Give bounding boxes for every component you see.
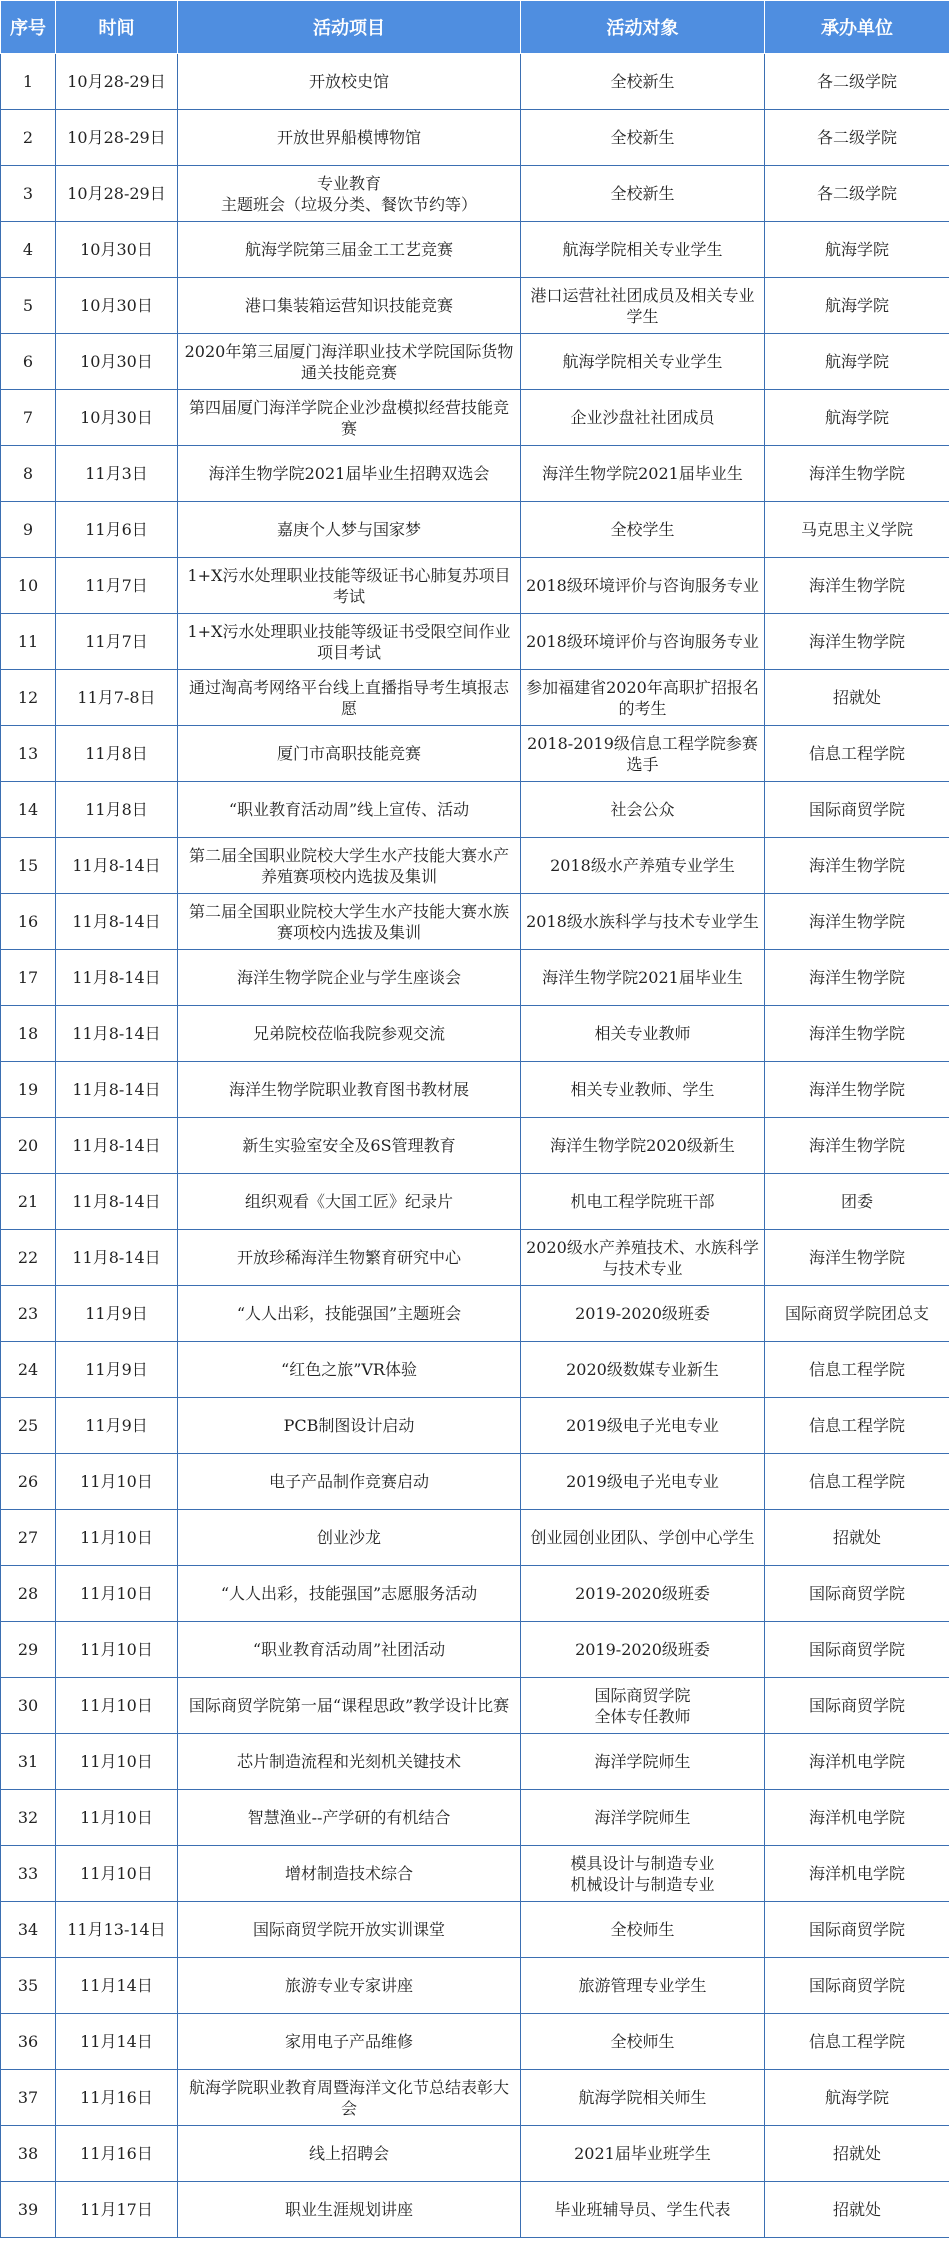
cell-seq: 31: [1, 1734, 56, 1790]
cell-activity: 航海学院第三届金工工艺竞赛: [178, 222, 521, 278]
cell-time: 11月14日: [56, 2014, 178, 2070]
cell-audience: 2020级水产养殖技术、水族科学与技术专业: [521, 1230, 765, 1286]
cell-seq: 26: [1, 1454, 56, 1510]
cell-time: 11月6日: [56, 502, 178, 558]
cell-organizer: 海洋生物学院: [765, 894, 949, 950]
cell-seq: 24: [1, 1342, 56, 1398]
cell-time: 11月10日: [56, 1678, 178, 1734]
cell-activity: 国际商贸学院第一届“课程思政”教学设计比赛: [178, 1678, 521, 1734]
cell-seq: 13: [1, 726, 56, 782]
table-row: [1, 2070, 949, 2126]
cell-seq: 35: [1, 1958, 56, 2014]
cell-activity: 开放珍稀海洋生物繁育研究中心: [178, 1230, 521, 1286]
cell-organizer: 马克思主义学院: [765, 502, 949, 558]
header-seq: 序号: [1, 1, 56, 54]
header-row: [1, 1, 949, 54]
cell-time: 11月16日: [56, 2070, 178, 2126]
cell-activity: 海洋生物学院2021届毕业生招聘双选会: [178, 446, 521, 502]
table-row: [1, 2014, 949, 2070]
cell-organizer: 招就处: [765, 670, 949, 726]
cell-time: 10月28-29日: [56, 166, 178, 222]
cell-activity: 开放校史馆: [178, 54, 521, 110]
table-row: [1, 1846, 949, 1902]
table-row: [1, 1342, 949, 1398]
cell-activity: 智慧渔业--产学研的有机结合: [178, 1790, 521, 1846]
cell-activity: 2020年第三届厦门海洋职业技术学院国际货物通关技能竞赛: [178, 334, 521, 390]
cell-audience: 全校师生: [521, 1902, 765, 1958]
cell-time: 10月30日: [56, 278, 178, 334]
cell-audience: 参加福建省2020年高职扩招报名的考生: [521, 670, 765, 726]
cell-organizer: 海洋机电学院: [765, 1846, 949, 1902]
cell-time: 11月8-14日: [56, 1174, 178, 1230]
table-row: [1, 1398, 949, 1454]
table-row: [1, 894, 949, 950]
table-row: [1, 110, 949, 166]
cell-activity: PCB制图设计启动: [178, 1398, 521, 1454]
cell-organizer: 信息工程学院: [765, 1398, 949, 1454]
cell-organizer: 海洋生物学院: [765, 614, 949, 670]
cell-seq: 1: [1, 54, 56, 110]
cell-organizer: 海洋机电学院: [765, 1790, 949, 1846]
cell-seq: 10: [1, 558, 56, 614]
cell-organizer: 国际商贸学院: [765, 1566, 949, 1622]
cell-audience: 2018级环境评价与咨询服务专业: [521, 614, 765, 670]
cell-time: 11月8-14日: [56, 894, 178, 950]
table-row: [1, 334, 949, 390]
cell-time: 11月8-14日: [56, 1230, 178, 1286]
cell-time: 11月9日: [56, 1398, 178, 1454]
cell-audience: 2018级环境评价与咨询服务专业: [521, 558, 765, 614]
cell-seq: 27: [1, 1510, 56, 1566]
cell-organizer: 信息工程学院: [765, 1342, 949, 1398]
cell-activity: 线上招聘会: [178, 2126, 521, 2182]
cell-activity: 开放世界船模博物馆: [178, 110, 521, 166]
cell-organizer: 海洋生物学院: [765, 838, 949, 894]
table-row: [1, 1062, 949, 1118]
table-row: [1, 838, 949, 894]
cell-time: 11月10日: [56, 1790, 178, 1846]
cell-seq: 37: [1, 2070, 56, 2126]
cell-organizer: 团委: [765, 1174, 949, 1230]
cell-time: 11月10日: [56, 1566, 178, 1622]
cell-audience: 海洋学院师生: [521, 1790, 765, 1846]
cell-seq: 23: [1, 1286, 56, 1342]
cell-time: 11月17日: [56, 2182, 178, 2238]
cell-seq: 34: [1, 1902, 56, 1958]
cell-activity: “职业教育活动周”线上宣传、活动: [178, 782, 521, 838]
cell-audience: 2018-2019级信息工程学院参赛选手: [521, 726, 765, 782]
cell-seq: 29: [1, 1622, 56, 1678]
cell-audience: 航海学院相关专业学生: [521, 222, 765, 278]
cell-audience: 相关专业教师、学生: [521, 1062, 765, 1118]
table-row: [1, 2126, 949, 2182]
cell-time: 11月10日: [56, 1846, 178, 1902]
cell-seq: 15: [1, 838, 56, 894]
cell-time: 10月30日: [56, 222, 178, 278]
cell-organizer: 招就处: [765, 1510, 949, 1566]
cell-audience: 旅游管理专业学生: [521, 1958, 765, 2014]
cell-organizer: 国际商贸学院: [765, 1902, 949, 1958]
cell-time: 11月10日: [56, 1622, 178, 1678]
table-row: [1, 390, 949, 446]
table-row: [1, 670, 949, 726]
cell-audience: 海洋生物学院2021届毕业生: [521, 950, 765, 1006]
table-row: [1, 1678, 949, 1734]
header-organizer: 承办单位: [765, 1, 949, 54]
cell-seq: 21: [1, 1174, 56, 1230]
cell-activity: 厦门市高职技能竞赛: [178, 726, 521, 782]
cell-time: 10月28-29日: [56, 54, 178, 110]
cell-time: 11月10日: [56, 1510, 178, 1566]
cell-seq: 19: [1, 1062, 56, 1118]
cell-seq: 17: [1, 950, 56, 1006]
cell-audience: 航海学院相关专业学生: [521, 334, 765, 390]
cell-time: 11月10日: [56, 1734, 178, 1790]
table-row: [1, 502, 949, 558]
cell-audience: 毕业班辅导员、学生代表: [521, 2182, 765, 2238]
cell-audience: 2019-2020级班委: [521, 1286, 765, 1342]
cell-audience: 机电工程学院班干部: [521, 1174, 765, 1230]
cell-activity: 增材制造技术综合: [178, 1846, 521, 1902]
table-row: [1, 2182, 949, 2238]
cell-seq: 4: [1, 222, 56, 278]
cell-time: 11月13-14日: [56, 1902, 178, 1958]
cell-activity: 组织观看《大国工匠》纪录片: [178, 1174, 521, 1230]
cell-organizer: 国际商贸学院: [765, 1678, 949, 1734]
cell-time: 11月8-14日: [56, 1118, 178, 1174]
cell-audience: 2018级水族科学与技术专业学生: [521, 894, 765, 950]
cell-time: 11月8日: [56, 726, 178, 782]
cell-seq: 22: [1, 1230, 56, 1286]
cell-time: 11月10日: [56, 1454, 178, 1510]
cell-organizer: 招就处: [765, 2182, 949, 2238]
cell-organizer: 国际商贸学院: [765, 1622, 949, 1678]
cell-organizer: 海洋生物学院: [765, 1006, 949, 1062]
table-row: [1, 1566, 949, 1622]
cell-activity: “人人出彩，技能强国”主题班会: [178, 1286, 521, 1342]
cell-activity: 航海学院职业教育周暨海洋文化节总结表彰大会: [178, 2070, 521, 2126]
cell-seq: 11: [1, 614, 56, 670]
cell-organizer: 航海学院: [765, 278, 949, 334]
cell-audience: 国际商贸学院 全体专任教师: [521, 1678, 765, 1734]
cell-organizer: 国际商贸学院: [765, 1958, 949, 2014]
cell-organizer: 各二级学院: [765, 166, 949, 222]
cell-organizer: 航海学院: [765, 334, 949, 390]
cell-activity: 海洋生物学院职业教育图书教材展: [178, 1062, 521, 1118]
cell-seq: 14: [1, 782, 56, 838]
cell-audience: 2021届毕业班学生: [521, 2126, 765, 2182]
cell-activity: “职业教育活动周”社团活动: [178, 1622, 521, 1678]
cell-audience: 全校师生: [521, 2014, 765, 2070]
cell-time: 10月30日: [56, 390, 178, 446]
cell-time: 11月8-14日: [56, 1006, 178, 1062]
header-audience: 活动对象: [521, 1, 765, 54]
cell-time: 11月9日: [56, 1286, 178, 1342]
cell-seq: 12: [1, 670, 56, 726]
cell-seq: 16: [1, 894, 56, 950]
cell-organizer: 海洋生物学院: [765, 446, 949, 502]
cell-audience: 企业沙盘社社团成员: [521, 390, 765, 446]
cell-activity: 职业生涯规划讲座: [178, 2182, 521, 2238]
cell-seq: 32: [1, 1790, 56, 1846]
cell-organizer: 信息工程学院: [765, 1454, 949, 1510]
cell-seq: 39: [1, 2182, 56, 2238]
table-row: [1, 1286, 949, 1342]
cell-activity: 兄弟院校莅临我院参观交流: [178, 1006, 521, 1062]
cell-activity: 1+X污水处理职业技能等级证书受限空间作业项目考试: [178, 614, 521, 670]
cell-activity: 新生实验室安全及6S管理教育: [178, 1118, 521, 1174]
table-row: [1, 1902, 949, 1958]
cell-organizer: 海洋生物学院: [765, 1062, 949, 1118]
table-row: [1, 1454, 949, 1510]
table-row: [1, 614, 949, 670]
cell-seq: 20: [1, 1118, 56, 1174]
cell-activity: 旅游专业专家讲座: [178, 1958, 521, 2014]
cell-audience: 2020级数媒专业新生: [521, 1342, 765, 1398]
cell-audience: 海洋生物学院2021届毕业生: [521, 446, 765, 502]
cell-activity: 第四届厦门海洋学院企业沙盘模拟经营技能竞赛: [178, 390, 521, 446]
cell-audience: 全校新生: [521, 110, 765, 166]
cell-time: 11月8-14日: [56, 1062, 178, 1118]
cell-seq: 8: [1, 446, 56, 502]
cell-organizer: 海洋生物学院: [765, 1118, 949, 1174]
cell-organizer: 海洋机电学院: [765, 1734, 949, 1790]
cell-audience: 2019-2020级班委: [521, 1566, 765, 1622]
cell-time: 10月30日: [56, 334, 178, 390]
cell-audience: 创业园创业团队、学创中心学生: [521, 1510, 765, 1566]
cell-audience: 全校学生: [521, 502, 765, 558]
table-row: [1, 54, 949, 110]
cell-activity: 嘉庚个人梦与国家梦: [178, 502, 521, 558]
table-row: [1, 222, 949, 278]
table-row: [1, 1790, 949, 1846]
cell-audience: 全校新生: [521, 54, 765, 110]
table-row: [1, 1958, 949, 2014]
cell-organizer: 航海学院: [765, 390, 949, 446]
table-row: [1, 1118, 949, 1174]
cell-seq: 33: [1, 1846, 56, 1902]
cell-audience: 2019级电子光电专业: [521, 1398, 765, 1454]
table-body: [1, 54, 949, 2238]
cell-organizer: 国际商贸学院: [765, 782, 949, 838]
cell-audience: 2019级电子光电专业: [521, 1454, 765, 1510]
cell-time: 10月28-29日: [56, 110, 178, 166]
table-row: [1, 1734, 949, 1790]
cell-audience: 海洋生物学院2020级新生: [521, 1118, 765, 1174]
cell-activity: 电子产品制作竞赛启动: [178, 1454, 521, 1510]
cell-time: 11月7日: [56, 614, 178, 670]
cell-time: 11月3日: [56, 446, 178, 502]
cell-seq: 6: [1, 334, 56, 390]
cell-activity: “人人出彩，技能强国”志愿服务活动: [178, 1566, 521, 1622]
cell-seq: 7: [1, 390, 56, 446]
cell-time: 11月8日: [56, 782, 178, 838]
cell-audience: 模具设计与制造专业 机械设计与制造专业: [521, 1846, 765, 1902]
table-header: [1, 1, 949, 54]
cell-activity: “红色之旅”VR体验: [178, 1342, 521, 1398]
cell-organizer: 海洋生物学院: [765, 950, 949, 1006]
cell-seq: 9: [1, 502, 56, 558]
table-row: [1, 446, 949, 502]
cell-seq: 18: [1, 1006, 56, 1062]
cell-organizer: 各二级学院: [765, 54, 949, 110]
table-row: [1, 166, 949, 222]
cell-time: 11月8-14日: [56, 838, 178, 894]
table-row: [1, 950, 949, 1006]
cell-organizer: 海洋生物学院: [765, 1230, 949, 1286]
cell-activity: 第二届全国职业院校大学生水产技能大赛水族赛项校内选拔及集训: [178, 894, 521, 950]
cell-time: 11月16日: [56, 2126, 178, 2182]
table-row: [1, 1622, 949, 1678]
header-activity: 活动项目: [178, 1, 521, 54]
cell-activity: 芯片制造流程和光刻机关键技术: [178, 1734, 521, 1790]
table-row: [1, 726, 949, 782]
cell-activity: 创业沙龙: [178, 1510, 521, 1566]
cell-activity: 海洋生物学院企业与学生座谈会: [178, 950, 521, 1006]
cell-audience: 2019-2020级班委: [521, 1622, 765, 1678]
cell-seq: 2: [1, 110, 56, 166]
cell-audience: 港口运营社社团成员及相关专业学生: [521, 278, 765, 334]
cell-organizer: 各二级学院: [765, 110, 949, 166]
cell-activity: 第二届全国职业院校大学生水产技能大赛水产养殖赛项校内选拔及集训: [178, 838, 521, 894]
cell-organizer: 海洋生物学院: [765, 558, 949, 614]
table-row: [1, 1006, 949, 1062]
cell-time: 11月9日: [56, 1342, 178, 1398]
cell-audience: 航海学院相关师生: [521, 2070, 765, 2126]
cell-activity: 国际商贸学院开放实训课堂: [178, 1902, 521, 1958]
cell-seq: 30: [1, 1678, 56, 1734]
cell-time: 11月7日: [56, 558, 178, 614]
cell-seq: 36: [1, 2014, 56, 2070]
cell-time: 11月8-14日: [56, 950, 178, 1006]
cell-seq: 3: [1, 166, 56, 222]
cell-organizer: 国际商贸学院团总支: [765, 1286, 949, 1342]
cell-audience: 2018级水产养殖专业学生: [521, 838, 765, 894]
cell-activity: 通过淘高考网络平台线上直播指导考生填报志愿: [178, 670, 521, 726]
cell-organizer: 招就处: [765, 2126, 949, 2182]
cell-organizer: 航海学院: [765, 2070, 949, 2126]
cell-seq: 25: [1, 1398, 56, 1454]
cell-activity: 港口集装箱运营知识技能竞赛: [178, 278, 521, 334]
cell-time: 11月7-8日: [56, 670, 178, 726]
cell-organizer: 信息工程学院: [765, 726, 949, 782]
cell-seq: 38: [1, 2126, 56, 2182]
header-time: 时间: [56, 1, 178, 54]
cell-activity: 家用电子产品维修: [178, 2014, 521, 2070]
cell-audience: 海洋学院师生: [521, 1734, 765, 1790]
cell-time: 11月14日: [56, 1958, 178, 2014]
cell-organizer: 信息工程学院: [765, 2014, 949, 2070]
table-row: [1, 278, 949, 334]
cell-activity: 1+X污水处理职业技能等级证书心肺复苏项目考试: [178, 558, 521, 614]
table-row: [1, 1230, 949, 1286]
table-row: [1, 782, 949, 838]
cell-audience: 社会公众: [521, 782, 765, 838]
cell-audience: 相关专业教师: [521, 1006, 765, 1062]
table-row: [1, 558, 949, 614]
table-row: [1, 1510, 949, 1566]
cell-seq: 28: [1, 1566, 56, 1622]
table-row: [1, 1174, 949, 1230]
cell-seq: 5: [1, 278, 56, 334]
cell-activity: 专业教育 主题班会（垃圾分类、餐饮节约等）: [178, 166, 521, 222]
cell-organizer: 航海学院: [765, 222, 949, 278]
cell-audience: 全校新生: [521, 166, 765, 222]
